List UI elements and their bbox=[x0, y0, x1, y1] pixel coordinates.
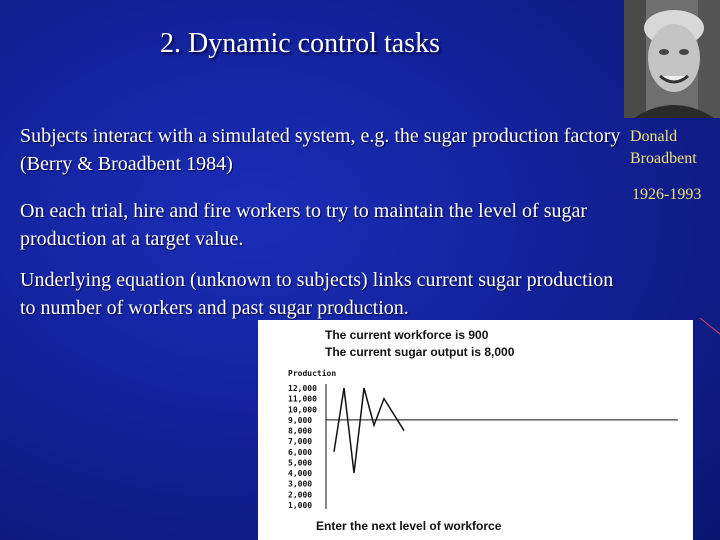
y-tick-label: 12,000 bbox=[288, 384, 317, 393]
sugar-factory-screenshot bbox=[258, 320, 693, 540]
person-first-name: Donald bbox=[630, 128, 678, 145]
workforce-status: The current workforce is 900 bbox=[325, 328, 489, 342]
portrait-photo bbox=[624, 0, 720, 118]
person-years: 1926-1993 bbox=[632, 186, 702, 203]
person-last-name: Broadbent bbox=[630, 150, 697, 167]
paragraph-simulated-system: Subjects interact with a simulated system, e.g. the sugar production factory (Berry & Broadbent 1984) bbox=[20, 125, 621, 175]
y-tick-label: 9,000 bbox=[288, 415, 313, 425]
y-tick-label: 5,000 bbox=[288, 458, 313, 468]
production-chart bbox=[258, 320, 693, 520]
y-tick-label: 4,000 bbox=[288, 469, 313, 479]
paragraph-hire-fire: On each trial, hire and fire workers to try to maintain the level of sugar production at a target value. bbox=[20, 200, 588, 250]
y-tick-label: 10,000 bbox=[288, 405, 317, 415]
y-tick-label: 8,000 bbox=[288, 426, 313, 436]
output-status: The current sugar output is 8,000 bbox=[325, 345, 515, 359]
person-name bbox=[630, 126, 697, 170]
production-series-line bbox=[334, 388, 404, 473]
workforce-prompt: Enter the next level of workforce bbox=[316, 519, 502, 533]
y-tick-label: 11,000 bbox=[288, 394, 317, 404]
y-tick-label: 7,000 bbox=[288, 437, 313, 447]
slide-title: 2. Dynamic control tasks bbox=[160, 28, 440, 59]
y-tick-label: 1,000 bbox=[288, 501, 313, 510]
y-tick-label: 3,000 bbox=[288, 479, 313, 489]
y-tick-label: 6,000 bbox=[288, 447, 313, 457]
paragraph-underlying-equation: Underlying equation (unknown to subjects) links current sugar production to number of workers and past sugar production. bbox=[20, 269, 614, 319]
decorative-line bbox=[700, 318, 720, 338]
y-tick-label: 2,000 bbox=[288, 490, 313, 500]
production-axis-title: Production bbox=[288, 369, 337, 378]
